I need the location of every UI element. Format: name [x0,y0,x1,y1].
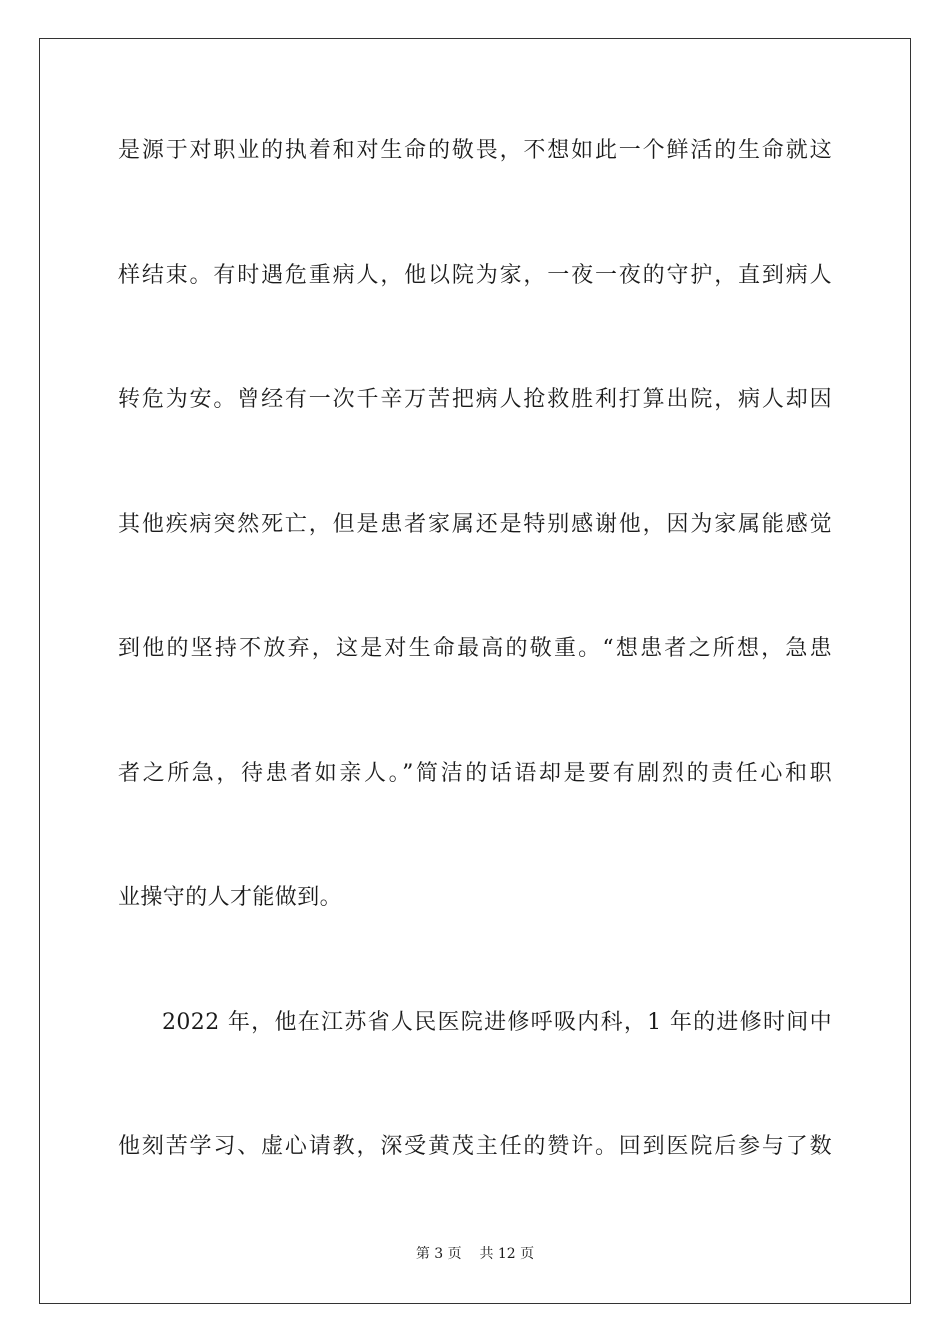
body-text-line-4: 其他疾病突然死亡，但是患者家属还是特别感谢他，因为家属能感觉 [118,512,832,537]
page-footer [0,1244,950,1264]
body-text-line-3: 转危为安。曾经有一次千辛万苦把病人抢救胜利打算出院，病人却因 [118,387,832,412]
body-text-line-8: 2022 年，他在江苏省人民医院进修呼吸内科，1 年的进修时间中 [162,1010,832,1035]
body-text-line-7: 业操守的人才能做到。 [118,885,343,910]
page-frame [39,38,911,1304]
page-number: 第 3 页 [415,1246,462,1262]
body-text-line-1: 是源于对职业的执着和对生命的敬畏，不想如此一个鲜活的生命就这 [118,138,832,163]
body-text-line-2: 样结束。有时遇危重病人，他以院为家，一夜一夜的守护，直到病人 [118,263,832,288]
page-total: 共 12 页 [479,1246,535,1262]
body-text-line-5: 到他的坚持不放弃，这是对生命最高的敬重。“想患者之所想，急患 [118,636,832,661]
body-text-line-9: 他刻苦学习、虚心请教，深受黄茂主任的赞许。回到医院后参与了数 [118,1134,832,1159]
body-text-line-6: 者之所急，待患者如亲人。”简洁的话语却是要有剧烈的责任心和职 [118,761,832,786]
